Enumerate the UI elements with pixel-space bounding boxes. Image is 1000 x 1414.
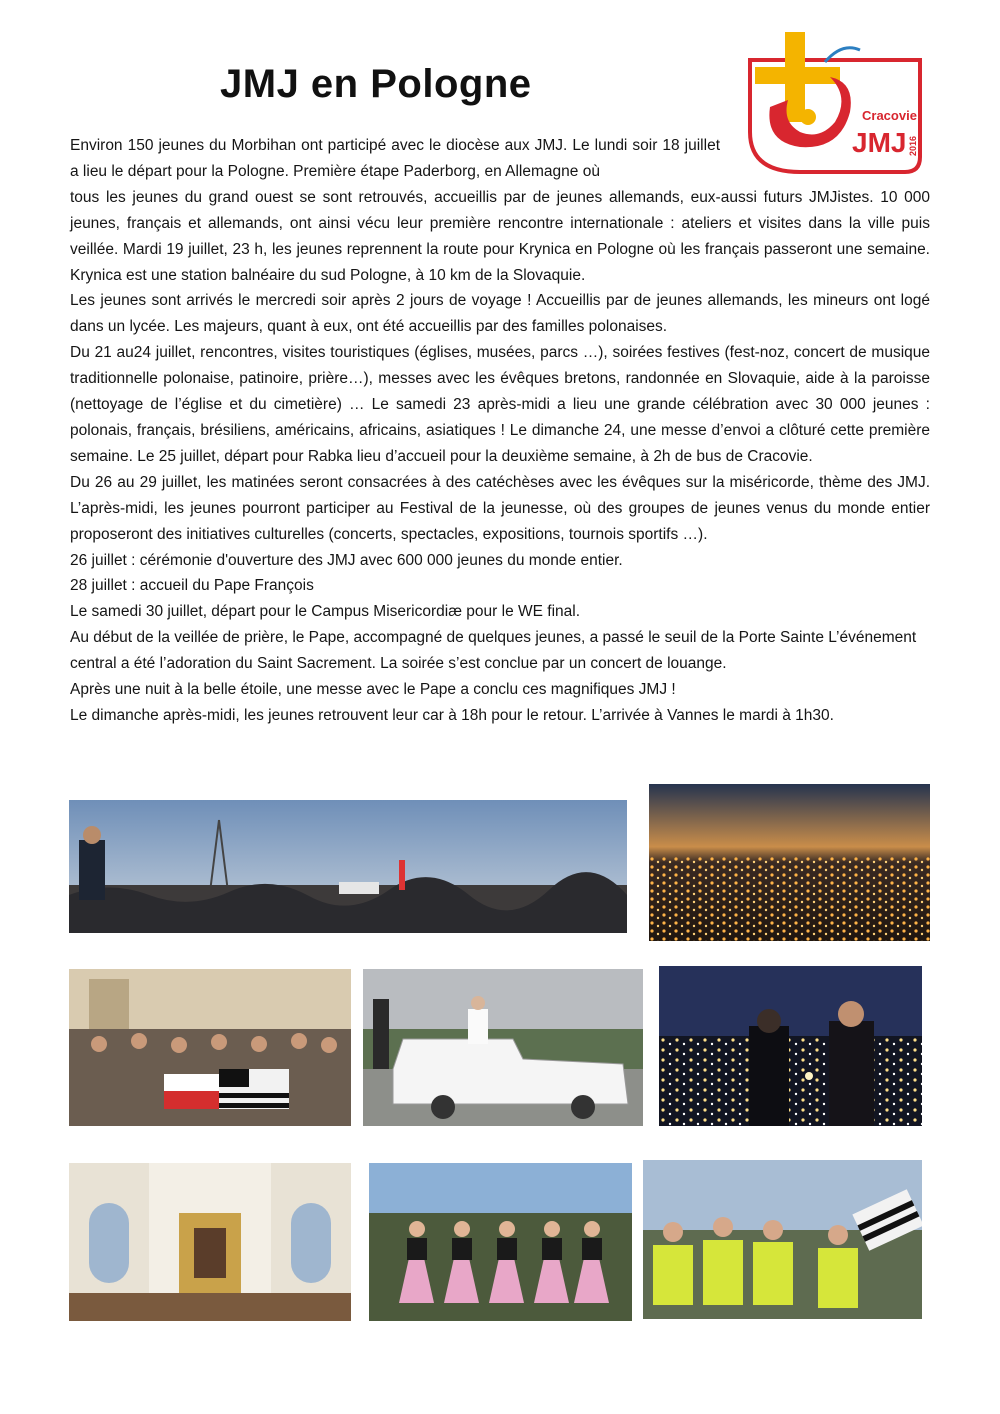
- photo-candle-vigil: [659, 966, 922, 1126]
- logo-year: 2016: [908, 135, 918, 156]
- photo-candles-night: [649, 784, 930, 941]
- photo-crowd-field: [69, 800, 627, 933]
- photo-folk-dancers: [369, 1163, 632, 1321]
- paragraph: Le dimanche après-midi, les jeunes retrouvent leur car à 18h pour le retour. L’arrivée à Vannes le mardi à 1h30.: [70, 706, 834, 724]
- paragraph: 28 juillet : accueil du Pape François: [70, 577, 314, 595]
- paragraph: Après une nuit à la belle étoile, une messe avec le Pape a conclu ces magnifiques JMJ !: [70, 681, 676, 699]
- paragraph: 26 juillet : cérémonie d'ouverture des JMJ avec 600 000 jeunes du monde entier.: [70, 551, 623, 569]
- article-body: [70, 133, 930, 729]
- paragraph: Environ 150 jeunes du Morbihan ont participé avec le diocèse aux JMJ. Le lundi soir 18 juillet a lieu le départ pour la Pologne. Première étape Paderborg, en Allemagne où: [70, 137, 720, 180]
- paragraph: Les jeunes sont arrivés le mercredi soir après 2 jours de voyage ! Accueillis par de jeunes allemands, les mineurs ont logé dans un lycée. Les majeurs, quant à eux, ont été accueillis par des familles polonaises.: [70, 292, 930, 336]
- paragraph: Du 21 au24 juillet, rencontres, visites touristiques (églises, musées, parcs …), soirées festives (fest-noz, concert de musique traditionnelle polonaise, patinoire, prière…), messes avec les évêques bretons, randonnée en Slovaquie, aide à la paroisse (nettoyage de l’église et du cimetière) … Le samedi 23 après-midi a lieu une grande célébration avec 30 000 jeunes : polonais, français, brésiliens, américains, africains, asiatiques ! Le dimanche 24, une messe d’envoi a clôturé cette première semaine. Le 25 juillet, départ pour Rabka lieu d’accueil pour la deuxième semaine, à 2h de bus de Cracovie.: [70, 344, 930, 465]
- photo-pilgrims-vests: [643, 1160, 922, 1319]
- paragraph: Du 26 au 29 juillet, les matinées seront consacrées à des catéchèses avec les évêques sur la miséricorde, thème des JMJ. L’après-midi, les jeunes pourront participer au Festival de la jeunesse, où des groupes de jeunes venus du monde entier proposeront des initiatives culturelles (concerts, spectacles, expositions, tournois sportifs …).: [70, 473, 930, 543]
- paragraph: Le samedi 30 juillet, départ pour le Campus Misericordiæ pour le WE final.: [70, 603, 581, 621]
- logo-acronym: JMJ: [852, 127, 907, 158]
- photo-group-flags: [69, 969, 351, 1126]
- paragraph: tous les jeunes du grand ouest se sont retrouvés, accueillis par de jeunes allemands, eux-aussi futurs JMJistes. 10 000 jeunes, français et allemands, ont ainsi vécu leur première rencontre internationale : ateliers et visites dans la ville puis veillée. Mardi 19 juillet, 23 h, les jeunes reprennent la route pour Krynica en Pologne où les français passeront une semaine. Krynica est une station balnéaire du sud Pologne, à 10 km de la Slovaquie.: [70, 188, 930, 284]
- paragraph: Au début de la veillée de prière, le Pape, accompagné de quelques jeunes, a passé le seuil de la Porte Sainte L’événement central a été l’adoration du Saint Sacrement. La soirée s’est conclue par un concert de louange.: [70, 629, 917, 673]
- logo-city: Cracovie: [862, 108, 917, 123]
- photo-church-interior: [69, 1163, 351, 1321]
- photo-pope-vehicle: [363, 969, 643, 1126]
- page-title: JMJ en Pologne: [220, 62, 532, 106]
